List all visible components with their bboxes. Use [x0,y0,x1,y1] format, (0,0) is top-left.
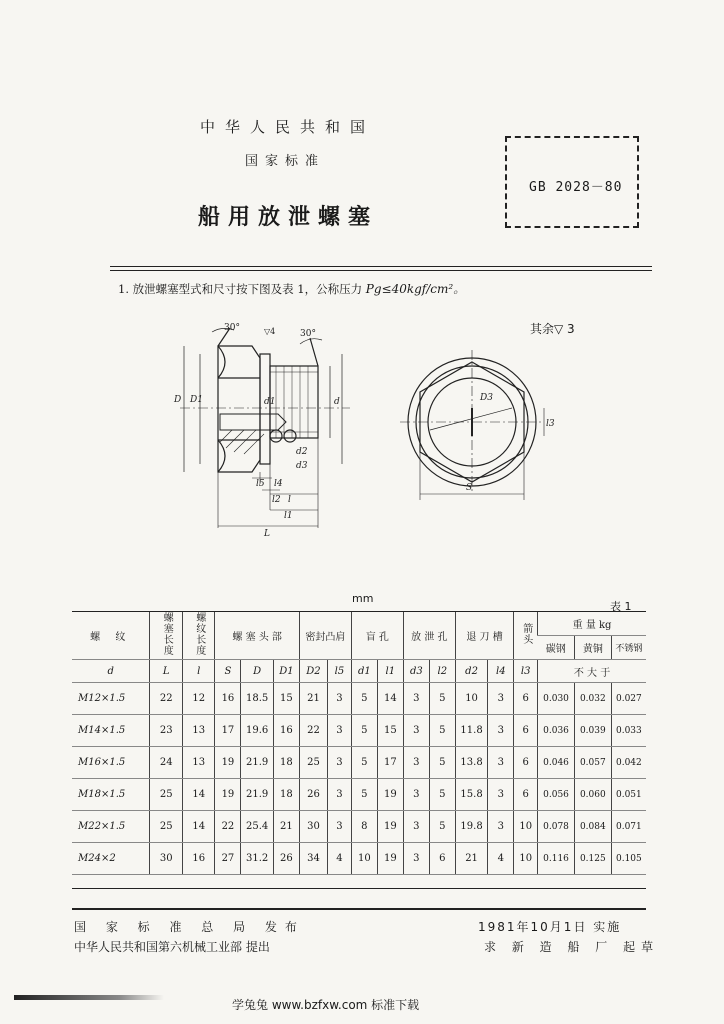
roughness-mark: ▽4 [264,327,276,336]
cell-l2: 5 [429,779,455,811]
table-row [72,683,646,715]
symbol-d1: d1 [351,660,377,683]
cell-S: 19 [215,779,241,811]
label-l5: l5 [256,479,265,489]
symbol-D: D [241,660,273,683]
cell-thread: M24×2 [72,843,150,875]
cell-l1: 19 [377,811,403,843]
cell-D1: 15 [273,683,299,715]
footer-date: 1981年10月1日 实施 [478,920,622,934]
header-arrow-head: 箭头 [520,623,532,645]
symbol-L: L [150,660,182,683]
cell-stainless: 0.051 [611,779,646,811]
label-l2: l2 [272,495,281,505]
cell-brass: 0.084 [574,811,611,843]
symbol-l3: l3 [514,660,538,683]
symbol-l1: l1 [377,660,403,683]
technical-drawing [160,318,560,540]
label-d1: d1 [264,397,276,407]
label-l1: l1 [284,511,293,521]
label-S: S [466,483,473,493]
cell-d1: 10 [351,843,377,875]
cell-plug-length: 30 [150,843,182,875]
cell-D2: 22 [299,715,327,747]
symbol-D1: D1 [273,660,299,683]
label-L: L [264,529,270,539]
cell-brass: 0.060 [574,779,611,811]
cell-carbon-steel: 0.078 [538,811,575,843]
cell-stainless: 0.105 [611,843,646,875]
table-row [72,715,646,747]
cell-plug-length: 25 [150,811,182,843]
footer-divider [72,908,646,910]
scan-edge-mark [14,995,164,1000]
seal-shoulder [260,354,270,464]
roughness-note: 其余▽ 3 [530,322,575,336]
cell-brass: 0.057 [574,747,611,779]
table-label: 表 1 [610,600,632,613]
header-stainless: 不锈钢 [611,635,646,659]
cell-brass: 0.125 [574,843,611,875]
cell-l3: 6 [514,683,538,715]
cell-d2: 13.8 [455,747,487,779]
cell-stainless: 0.033 [611,715,646,747]
symbol-l5: l5 [328,660,352,683]
cell-stainless: 0.071 [611,811,646,843]
cell-D1: 16 [273,715,299,747]
cell-carbon-steel: 0.036 [538,715,575,747]
cell-D2: 34 [299,843,327,875]
cell-D2: 25 [299,747,327,779]
cell-thread-length: 12 [182,683,214,715]
cell-thread: M12×1.5 [72,683,150,715]
cell-thread: M22×1.5 [72,811,150,843]
cell-l4: 3 [488,715,514,747]
country-title: 中华人民共和国 [200,118,376,136]
symbol-d2: d2 [455,660,487,683]
symbol-l: l [182,660,214,683]
cell-l1: 19 [377,779,403,811]
cell-l3: 10 [514,843,538,875]
header-carbon-steel: 碳钢 [538,635,575,659]
table-row [72,779,646,811]
cell-D1: 26 [273,843,299,875]
header-blind-hole: 盲 孔 [351,612,403,660]
cell-l5: 3 [328,683,352,715]
cell-D: 18.5 [241,683,273,715]
cell-l1: 17 [377,747,403,779]
header-thread: 螺 纹 [72,612,150,660]
cell-d3: 3 [403,811,429,843]
cell-d3: 3 [403,843,429,875]
header-divider-thin [110,270,652,271]
document-title: 船用放泄螺塞 [198,205,379,230]
label-d: d [334,397,340,407]
header-not-greater: 不 大 于 [538,660,646,683]
cell-D1: 18 [273,747,299,779]
footer-issuer: 国 家 标 准 总 局 发布 [74,920,305,934]
cell-l5: 4 [328,843,352,875]
cell-l4: 3 [488,811,514,843]
cell-l2: 5 [429,811,455,843]
table-bottom-rule [72,888,646,889]
standard-code-box [505,136,639,228]
header-plug-head: 螺 塞 头 部 [215,612,299,660]
header-divider [110,266,652,267]
cell-d2: 11.8 [455,715,487,747]
cell-D2: 30 [299,811,327,843]
cell-d2: 19.8 [455,811,487,843]
cell-l3: 10 [514,811,538,843]
table-row [72,811,646,843]
national-standard-label: 国家标准 [245,154,326,169]
spec-table [72,612,646,875]
cell-d1: 5 [351,779,377,811]
cell-S: 16 [215,683,241,715]
cell-D1: 18 [273,779,299,811]
footer-proposer: 中华人民共和国第六机械工业部 提出 [74,940,270,954]
header-undercut: 退 刀 槽 [455,612,513,660]
label-D1: D1 [190,395,203,405]
cell-l5: 3 [328,715,352,747]
cell-l5: 3 [328,811,352,843]
cell-D: 21.9 [241,747,273,779]
cell-brass: 0.039 [574,715,611,747]
cell-l4: 3 [488,747,514,779]
cell-l1: 15 [377,715,403,747]
cell-l3: 6 [514,715,538,747]
symbol-D2: D2 [299,660,327,683]
cell-d3: 3 [403,779,429,811]
cell-D: 21.9 [241,779,273,811]
cell-l4: 4 [488,843,514,875]
cell-plug-length: 22 [150,683,182,715]
cell-thread-length: 14 [182,779,214,811]
cell-D2: 26 [299,779,327,811]
cell-plug-length: 25 [150,779,182,811]
cell-l2: 5 [429,715,455,747]
cell-d1: 5 [351,715,377,747]
watermark: 学兔兔 www.bzfxw.com 标准下载 [232,998,420,1012]
cell-d2: 15.8 [455,779,487,811]
symbol-S: S [215,660,241,683]
cell-S: 19 [215,747,241,779]
angle-right-label: 30° [300,329,316,339]
cell-D: 25.4 [241,811,273,843]
table-row [72,747,646,779]
cell-carbon-steel: 0.116 [538,843,575,875]
cell-l1: 14 [377,683,403,715]
cell-plug-length: 24 [150,747,182,779]
cell-plug-length: 23 [150,715,182,747]
label-D: D [174,395,182,405]
cell-thread-length: 16 [182,843,214,875]
cell-d2: 21 [455,843,487,875]
cell-S: 27 [215,843,241,875]
cell-stainless: 0.042 [611,747,646,779]
label-l4: l4 [274,479,283,489]
cell-brass: 0.032 [574,683,611,715]
cell-l4: 3 [488,779,514,811]
label-D3: D3 [480,393,493,403]
cell-thread: M16×1.5 [72,747,150,779]
label-l: l [288,495,291,505]
symbol-d3: d3 [403,660,429,683]
header-seal-shoulder: 密封凸肩 [299,612,351,660]
cell-l2: 6 [429,843,455,875]
standard-code: GB 2028－80 [529,180,623,195]
cell-l4: 3 [488,683,514,715]
cell-stainless: 0.027 [611,683,646,715]
cell-l5: 3 [328,779,352,811]
header-brass: 黄铜 [574,635,611,659]
cell-S: 17 [215,715,241,747]
cell-l5: 3 [328,747,352,779]
cell-D: 31.2 [241,843,273,875]
cell-l1: 19 [377,843,403,875]
clause-sentence: 1. 放泄螺塞型式和尺寸按下图及表 1，公称压力 [118,282,363,296]
cell-d3: 3 [403,683,429,715]
clause-text [118,280,465,297]
cell-D1: 21 [273,811,299,843]
cell-D2: 21 [299,683,327,715]
cell-d3: 3 [403,747,429,779]
cell-thread: M14×1.5 [72,715,150,747]
header-drain-hole: 放 泄 孔 [403,612,455,660]
header-thread-length: 螺纹长度 [193,612,205,656]
table-row [72,843,646,875]
angle-left-label: 30° [224,323,240,333]
cell-d1: 5 [351,683,377,715]
label-l3: l3 [546,419,555,429]
cell-d2: 10 [455,683,487,715]
thread-body [270,366,318,438]
footer-drafter: 求 新 造 船 厂 起草 [484,940,660,954]
cell-D: 19.6 [241,715,273,747]
cell-thread-length: 14 [182,811,214,843]
symbol-l4: l4 [488,660,514,683]
header-weight: 重 量 kg [538,612,646,635]
cell-d1: 8 [351,811,377,843]
cell-S: 22 [215,811,241,843]
cell-l3: 6 [514,779,538,811]
cell-l3: 6 [514,747,538,779]
label-d2: d2 [296,447,308,457]
cell-thread-length: 13 [182,715,214,747]
label-d3: d3 [296,461,308,471]
header-plug-length: 螺塞长度 [161,612,173,656]
cell-d1: 5 [351,747,377,779]
cell-carbon-steel: 0.046 [538,747,575,779]
cell-l2: 5 [429,683,455,715]
cell-carbon-steel: 0.056 [538,779,575,811]
cell-d3: 3 [403,715,429,747]
cell-thread-length: 13 [182,747,214,779]
spec-table-body [72,683,646,875]
symbol-l2: l2 [429,660,455,683]
clause-formula: Pg≤40kgf/cm²。 [365,282,466,296]
symbol-d: d [72,660,150,683]
cell-l2: 5 [429,747,455,779]
cell-carbon-steel: 0.030 [538,683,575,715]
table-unit: mm [352,592,374,605]
cell-thread: M18×1.5 [72,779,150,811]
